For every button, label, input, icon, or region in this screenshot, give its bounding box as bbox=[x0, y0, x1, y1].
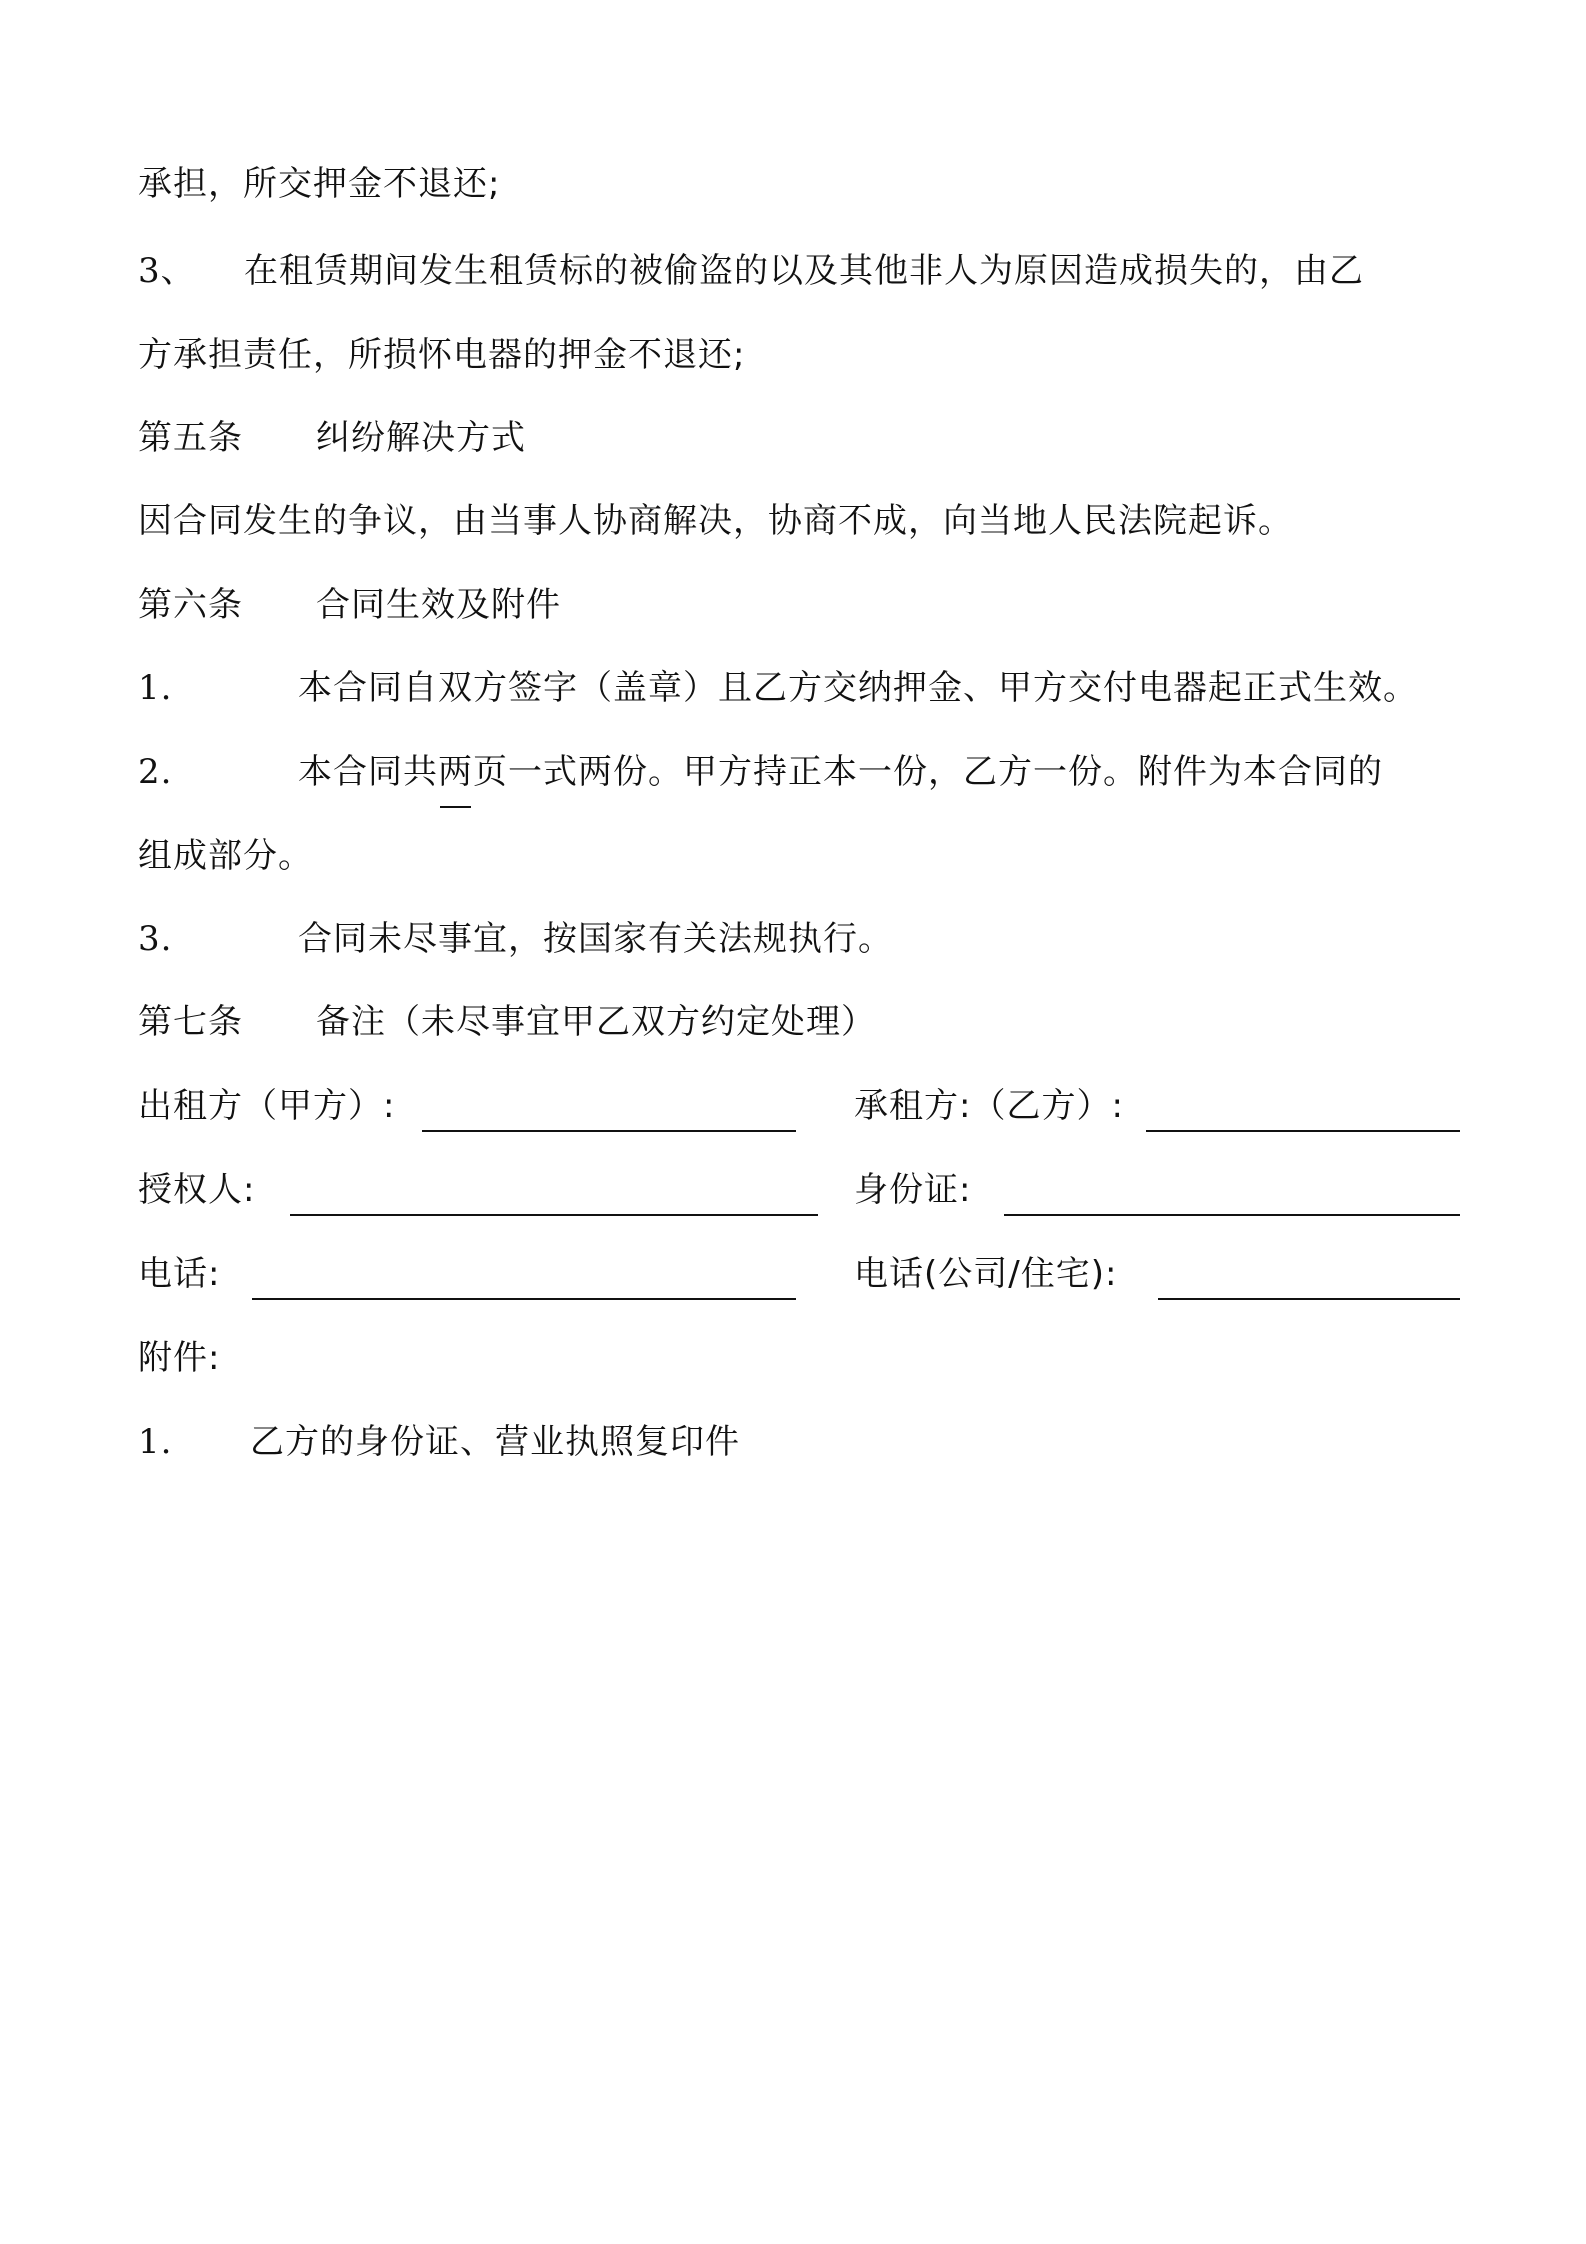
item-number: 2. bbox=[138, 752, 173, 792]
text-line: 组成部分。 bbox=[138, 836, 313, 876]
phone-line-lessee[interactable] bbox=[1158, 1298, 1460, 1300]
item-text: 在租赁期间发生租赁标的被偷盗的以及其他非人为原因造成损失的，由乙 bbox=[244, 251, 1364, 291]
text-line: 附件: bbox=[138, 1338, 221, 1378]
page-count-underlined: 两 bbox=[438, 752, 473, 792]
signature-row-parties bbox=[138, 1084, 1460, 1134]
id-card-label: 身份证: bbox=[854, 1170, 972, 1210]
lessor-label: 出租方（甲方）: bbox=[138, 1086, 396, 1126]
article-number: 第五条 bbox=[138, 418, 243, 458]
article-title: 备注（未尽事宜甲乙双方约定处理） bbox=[316, 1002, 876, 1042]
item-text: 合同未尽事宜，按国家有关法规执行。 bbox=[298, 919, 893, 959]
lessee-signature-line[interactable] bbox=[1146, 1130, 1460, 1132]
article-6-item-2-continuation bbox=[138, 834, 313, 878]
phone-label-lessor: 电话: bbox=[138, 1254, 221, 1294]
article-title: 纠纷解决方式 bbox=[316, 418, 526, 458]
clause-4-3-continuation bbox=[138, 333, 745, 377]
text-line: 方承担责任，所损怀电器的押金不退还; bbox=[138, 335, 746, 375]
item-number: 1. bbox=[138, 668, 173, 708]
text-line: 因合同发生的争议，由当事人协商解决，协商不成，向当地人民法院起诉。 bbox=[138, 501, 1293, 541]
authorized-person-label: 授权人: bbox=[138, 1170, 256, 1210]
item-number: 1. bbox=[138, 1422, 173, 1462]
signature-row-phone bbox=[138, 1252, 1460, 1302]
id-card-line[interactable] bbox=[1004, 1214, 1460, 1216]
item-number: 3. bbox=[138, 919, 173, 959]
lessee-label: 承租方:（乙方）: bbox=[854, 1086, 1124, 1126]
authorized-person-line[interactable] bbox=[290, 1214, 818, 1216]
article-title: 合同生效及附件 bbox=[316, 585, 561, 625]
signature-row-id bbox=[138, 1168, 1460, 1218]
item-text: 本合同共两页一式两份。甲方持正本一份，乙方一份。附件为本合同的 bbox=[298, 752, 1383, 792]
phone-line-lessor[interactable] bbox=[252, 1298, 796, 1300]
lessor-signature-line[interactable] bbox=[422, 1130, 796, 1132]
item-text: 乙方的身份证、营业执照复印件 bbox=[250, 1422, 740, 1462]
attachments-heading bbox=[138, 1336, 220, 1380]
clause-4-2-continuation bbox=[138, 162, 500, 206]
item-text: 本合同自双方签字（盖章）且乙方交纳押金、甲方交付电器起正式生效。 bbox=[298, 668, 1418, 708]
article-5-text bbox=[138, 499, 1293, 543]
article-number: 第六条 bbox=[138, 585, 243, 625]
phone-label-lessee: 电话(公司/住宅): bbox=[854, 1254, 1118, 1294]
article-number: 第七条 bbox=[138, 1002, 243, 1042]
item-number: 3、 bbox=[138, 251, 196, 291]
text-line: 承担，所交押金不退还; bbox=[138, 164, 501, 204]
